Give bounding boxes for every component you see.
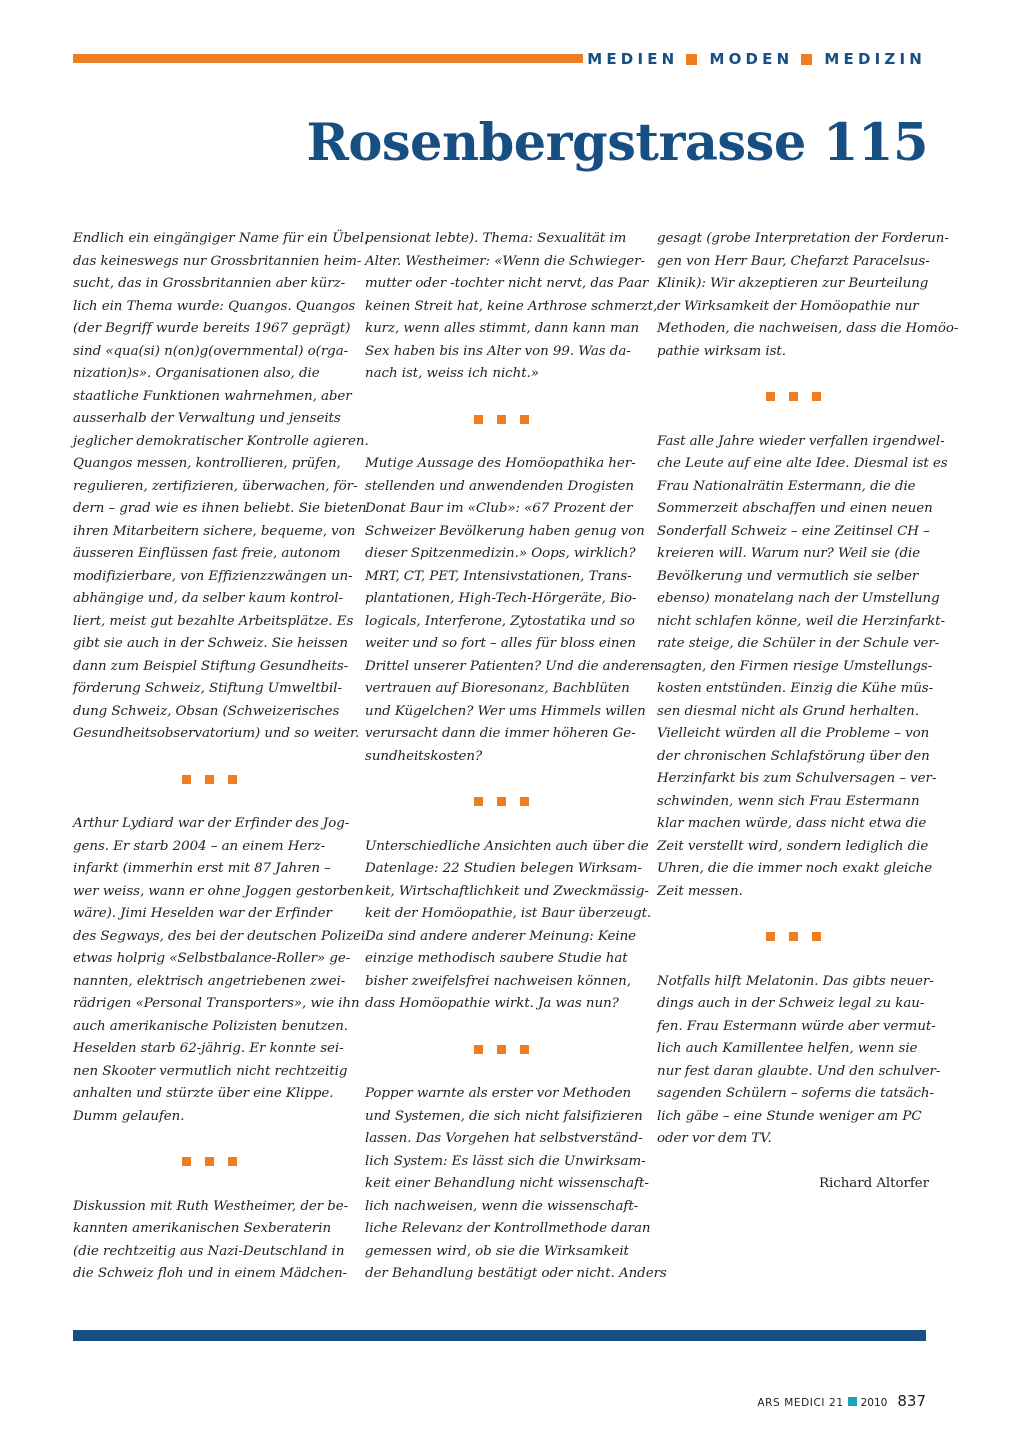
text-line: nannten, elektrisch angetriebenen zwei- [73, 973, 346, 989]
text-line: Drittel unserer Patienten? Und die anderen [365, 658, 659, 674]
divider-square [474, 1045, 483, 1054]
text-line: fen. Frau Estermann würde aber vermut- [657, 1018, 936, 1034]
divider-square [205, 775, 214, 784]
text-line: jeglicher demokratischer Kontrolle agieren. [73, 433, 369, 449]
text-line: des Segways, des bei der deutschen Polizei [73, 928, 366, 944]
section-divider-squares [657, 926, 929, 949]
section-separator-square [801, 54, 812, 65]
section-divider-squares [73, 1151, 345, 1174]
text-line: Alter. Westheimer: «Wenn die Schwieger- [365, 253, 645, 269]
text-line: abhängige und, da selber kaum kontrol- [73, 591, 343, 606]
footer-marker-square [848, 1397, 857, 1406]
text-line: mutter oder -tochter nicht nervt, das Paar [365, 276, 649, 291]
text-line: MRT, CT, PET, Intensivstationen, Trans- [365, 568, 632, 584]
text-line: keit der Homöopathie, ist Baur überzeugt. [365, 906, 652, 921]
divider-square [497, 415, 506, 424]
text-line: nach ist, weiss ich nicht.» [365, 366, 539, 381]
text-line: (die rechtzeitig aus Nazi-Deutschland in [73, 1243, 345, 1259]
text-line: infarkt (immerhin erst mit 87 Jahren – [73, 861, 331, 876]
text-line: Heselden starb 62-jährig. Er konnte sei- [73, 1041, 344, 1056]
divider-square [520, 1045, 529, 1054]
text-line: Vielleicht würden all die Probleme – von [657, 726, 930, 741]
divider-square [497, 797, 506, 806]
paragraph-gap [365, 1016, 637, 1039]
text-line: sucht, das in Grossbritannien aber kürz- [73, 276, 346, 291]
text-line: lich gäbe – eine Stunde weniger am PC [657, 1108, 922, 1124]
paragraph-gap [657, 1151, 929, 1174]
author-name: Richard Altorfer [819, 1176, 929, 1191]
text-line: Sonderfall Schweiz – eine Zeitinsel CH – [657, 523, 930, 539]
text-line: dass Homöopathie wirkt. Ja was nun? [365, 996, 619, 1011]
page-footer [757, 1392, 926, 1410]
text-line: gibt sie auch in der Schweiz. Sie heissen [73, 636, 348, 651]
divider-square [497, 1045, 506, 1054]
text-line: Zeit verstellt wird, sondern lediglich die [657, 838, 929, 854]
text-line: lich nachweisen, wenn die wissenschaft- [365, 1198, 639, 1214]
section-separator-square [686, 54, 697, 65]
divider-square [766, 392, 775, 401]
text-line: lassen. Das Vorgehen hat selbstverständ- [365, 1131, 643, 1146]
text-line: gemessen wird, ob sie die Wirksamkeit [365, 1243, 629, 1259]
text-line: der Wirksamkeit der Homöopathie nur [657, 298, 919, 314]
text-line: regulieren, zertifizieren, überwachen, för- [73, 478, 358, 494]
text-line: nen Skooter vermutlich nicht rechtzeitig [73, 1063, 348, 1079]
text-line: gens. Er starb 2004 – an einem Herz- [73, 838, 326, 854]
header-accent-bar [73, 54, 583, 63]
text-line: Quangos messen, kontrollieren, prüfen, [73, 456, 341, 471]
text-line: rädrigen «Personal Transporters», wie ihn [73, 996, 360, 1011]
text-line: che Leute auf eine alte Idee. Diesmal ist es [657, 456, 948, 471]
text-line: logicals, Interferone, Zytostatika und so [365, 613, 635, 629]
text-line: dieser Spitzenmedizin.» Oops, wirklich? [365, 546, 636, 561]
text-line: rate steige, die Schüler in der Schule ver- [657, 636, 940, 651]
text-line: verursacht dann die immer höheren Ge- [365, 726, 636, 741]
text-line: und Kügelchen? Wer ums Himmels willen [365, 703, 646, 719]
text-line: Arthur Lydiard war der Erfinder des Jog- [73, 816, 350, 831]
text-line: Methoden, die nachweisen, dass die Homöo- [657, 321, 959, 336]
divider-square [228, 1157, 237, 1166]
text-line: Sommerzeit abschaffen und einen neuen [657, 501, 933, 516]
paragraph-gap [73, 746, 345, 769]
text-line: sagenden Schülern – soferns die tatsäch- [657, 1086, 934, 1101]
text-line: plantationen, High-Tech-Hörgeräte, Bio- [365, 591, 637, 606]
divider-square [789, 932, 798, 941]
text-column-1 [73, 228, 369, 1286]
section-label-moden: MODEN [709, 50, 794, 68]
text-line: das keineswegs nur Grossbritannien heim- [73, 253, 362, 269]
journal-name: ARS MEDICI 21 [757, 1397, 844, 1409]
text-column-3 [657, 228, 959, 1196]
paragraph-gap [657, 408, 929, 431]
text-line: anhalten und stürzte über eine Klippe. [73, 1086, 334, 1101]
text-line: Endlich ein eingängiger Name für ein Übel, [73, 231, 369, 246]
section-label-medien: MEDIEN [587, 50, 679, 68]
divider-square [474, 797, 483, 806]
text-line: keinen Streit hat, keine Arthrose schmerzt, [365, 298, 658, 314]
text-line: stellenden und anwendenden Drogisten [365, 478, 634, 494]
text-line: Diskussion mit Ruth Westheimer, der be- [73, 1198, 349, 1214]
section-divider-squares [365, 408, 637, 431]
journal-year: 2010 [860, 1397, 888, 1409]
text-line: ausserhalb der Verwaltung und jenseits [73, 411, 341, 426]
text-line: dern – grad wie es ihnen beliebt. Sie bieten [73, 501, 367, 516]
text-line: keit einer Behandlung nicht wissenschaft- [365, 1176, 649, 1191]
text-line: nur fest daran glaubte. Und den schulver- [657, 1063, 941, 1079]
text-line: Sex haben bis ins Alter von 99. Was da- [365, 343, 631, 359]
text-line: kannten amerikanischen Sexberaterin [73, 1221, 332, 1236]
text-line: keit, Wirtschaftlichkeit und Zweckmässig- [365, 883, 649, 899]
text-line: Notfalls hilft Melatonin. Das gibts neuer- [657, 973, 934, 989]
article-title: Rosenbergstrasse 115 [306, 113, 928, 173]
text-line: gesagt (grobe Interpretation der Forderun- [657, 231, 949, 246]
text-line: vertrauen auf Bioresonanz, Bachblüten [365, 681, 630, 696]
text-line: Uhren, die die immer noch exakt gleiche [657, 861, 933, 876]
text-line: kurz, wenn alles stimmt, dann kann man [365, 321, 640, 336]
text-line: Unterschiedliche Ansichten auch über die [365, 838, 649, 854]
text-line: nicht schlafen könne, weil die Herzinfarkt- [657, 613, 945, 629]
text-line: Popper warnte als erster vor Methoden [365, 1086, 632, 1101]
text-line: Bevölkerung und vermutlich sie selber [657, 568, 919, 584]
text-line: Fast alle Jahre wieder verfallen irgendwel- [657, 433, 945, 449]
text-line: Dumm gelaufen. [73, 1108, 185, 1124]
text-column-2 [365, 228, 667, 1286]
text-line: sundheitskosten? [365, 748, 483, 764]
section-divider-squares [73, 768, 345, 791]
divider-square [766, 932, 775, 941]
text-line: modifizierbare, von Effizienzzwängen un- [73, 568, 353, 584]
footer-rule [73, 1330, 926, 1341]
text-line: lich ein Thema wurde: Quangos. Quangos [73, 298, 356, 314]
paragraph-gap [365, 813, 637, 836]
text-line: der chronischen Schlafstörung über den [657, 748, 930, 764]
text-line: liert, meist gut bezahlte Arbeitsplätze. Es [73, 613, 354, 629]
text-line: Klinik): Wir akzeptieren zur Beurteilung [657, 276, 929, 291]
text-line: Herzinfarkt bis zum Schulversagen – ver- [657, 771, 937, 786]
text-line: weiter und so fort – alles für bloss einen [365, 636, 636, 651]
text-line: die Schweiz floh und in einem Mädchen- [73, 1266, 348, 1281]
paragraph-gap [657, 903, 929, 926]
text-line: Da sind andere anderer Meinung: Keine [365, 928, 637, 944]
divider-square [812, 392, 821, 401]
text-line: der Behandlung bestätigt oder nicht. Anders [365, 1266, 667, 1281]
text-line: Datenlage: 22 Studien belegen Wirksam- [365, 861, 642, 876]
text-line: lich System: Es lässt sich die Unwirksam- [365, 1153, 646, 1169]
paragraph-gap [365, 431, 637, 454]
text-line: dung Schweiz, Obsan (Schweizerisches [73, 703, 340, 719]
divider-square [812, 932, 821, 941]
text-line: Schweizer Bevölkerung haben genug von [365, 523, 645, 539]
divider-square [520, 797, 529, 806]
paragraph-gap [657, 948, 929, 971]
divider-square [789, 392, 798, 401]
paragraph-gap [365, 386, 637, 409]
text-line: lich auch Kamillentee helfen, wenn sie [657, 1041, 918, 1056]
text-line: wäre). Jimi Heselden war der Erfinder [73, 906, 332, 921]
text-line: sen diesmal nicht als Grund herhalten. [657, 703, 919, 719]
text-line: gen von Herr Baur, Chefarzt Paracelsus- [657, 253, 930, 269]
text-line: kosten entstünden. Einzig die Kühe müs- [657, 681, 934, 696]
divider-square [520, 415, 529, 424]
text-line: äusseren Einflüssen fast freie, autonom [73, 546, 341, 561]
text-line: ebenso) monatelang nach der Umstellung [657, 591, 940, 606]
divider-square [182, 775, 191, 784]
text-line: oder vor dem TV. [657, 1131, 772, 1146]
text-line: Donat Baur im «Club»: «67 Prozent der [365, 501, 633, 516]
text-line: staatliche Funktionen wahrnehmen, aber [73, 388, 352, 404]
text-line: schwinden, wenn sich Frau Estermann [657, 793, 920, 809]
divider-square [474, 415, 483, 424]
text-line: einzige methodisch saubere Studie hat [365, 951, 628, 966]
paragraph-gap [73, 791, 345, 814]
text-line: auch amerikanische Polizisten benutzen. [73, 1018, 348, 1034]
text-line: sagten, den Firmen riesige Umstellungs- [657, 658, 933, 674]
text-line: wer weiss, wann er ohne Joggen gestorben [73, 883, 364, 899]
text-line: liche Relevanz der Kontrollmethode daran [365, 1221, 651, 1236]
divider-square [205, 1157, 214, 1166]
section-label-medizin: MEDIZIN [824, 50, 926, 68]
paragraph-gap [657, 363, 929, 386]
text-line: und Systemen, die sich nicht falsifizieren [365, 1108, 643, 1124]
text-line: pensionat lebte). Thema: Sexualität im [365, 231, 627, 246]
text-line: etwas holprig «Selbstbalance-Roller» ge- [73, 951, 351, 966]
page-number: 837 [897, 1392, 926, 1410]
text-line: Frau Nationalrätin Estermann, die die [657, 478, 916, 494]
text-line: Zeit messen. [657, 883, 743, 899]
text-line: (der Begriff wurde bereits 1967 geprägt) [73, 321, 351, 336]
section-divider-squares [657, 386, 929, 409]
paragraph-gap [73, 1173, 345, 1196]
text-line: nization)s». Organisationen also, die [73, 366, 320, 381]
text-line: förderung Schweiz, Stiftung Umweltbil- [73, 681, 342, 696]
text-line: Gesundheitsobservatorium) und so weiter. [73, 726, 360, 741]
section-divider-squares [365, 1038, 637, 1061]
paragraph-gap [365, 768, 637, 791]
text-line: dann zum Beispiel Stiftung Gesundheits- [73, 658, 349, 674]
paragraph-gap [73, 1128, 345, 1151]
section-divider-squares [365, 791, 637, 814]
divider-square [182, 1157, 191, 1166]
text-line: Mutige Aussage des Homöopathika her- [365, 456, 636, 471]
text-line: pathie wirksam ist. [657, 343, 786, 359]
text-line: ihren Mitarbeitern sichere, bequeme, von [73, 523, 356, 539]
text-line: sind «qua(si) n(on)g(overnmental) o(rga- [73, 343, 349, 359]
text-line: klar machen würde, dass nicht etwa die [657, 816, 927, 831]
divider-square [228, 775, 237, 784]
text-line: dings auch in der Schweiz legal zu kau- [657, 996, 925, 1011]
text-line: kreieren will. Warum nur? Weil sie (die [657, 546, 921, 561]
section-nav [587, 50, 926, 68]
text-line: bisher zweifelsfrei nachweisen können, [365, 973, 631, 989]
paragraph-gap [365, 1061, 637, 1084]
